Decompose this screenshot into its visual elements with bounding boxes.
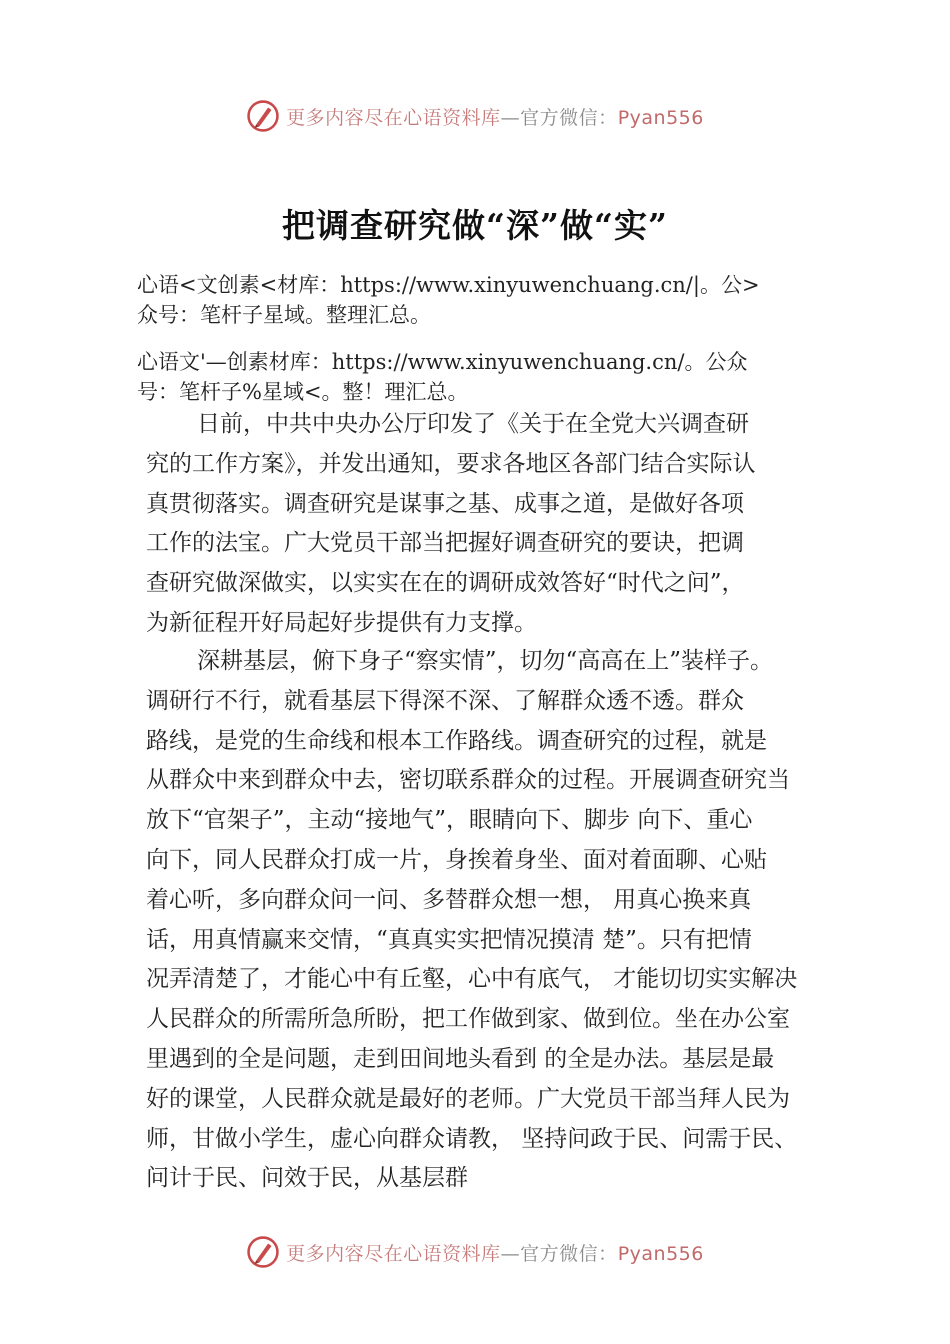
paragraph-line: 人民群众的所需所急所盼，把工作做到家、做到位。坐在办公室 — [146, 1006, 790, 1033]
paragraph-line: 向下，同人民群众打成一片，身挨着身坐、面对着面聊、心贴 — [146, 846, 767, 873]
header-banner — [0, 96, 950, 136]
paragraph-line: 况弄清楚了，才能心中有丘壑，心中有底气， 才能切切实实解决 — [146, 966, 798, 993]
paragraph-line: 查研究做深做实，以实实在在的调研成效答好“时代之问”， — [146, 570, 745, 597]
source-note — [137, 347, 837, 407]
banner-text: 更多内容尽在心语资料库—官方微信：Pyan556 — [286, 106, 704, 129]
footer-banner — [0, 1232, 950, 1272]
note-line: 众号：笔杆子星域。整理汇总。 — [137, 303, 431, 327]
paragraph-line: 为新征程开好局起好步提供有力支撑。 — [146, 609, 537, 636]
pen-logo-icon — [246, 1235, 280, 1269]
note-line: 号：笔杆子%星域<。整！理汇总。 — [137, 380, 469, 404]
note-line: 心语文'—创素材库：https://www.xinyuwenchuang.cn/。公众 — [137, 350, 748, 374]
paragraph-line: 里遇到的全是问题，走到田间地头看到 的全是办法。基层是最 — [146, 1045, 775, 1072]
paragraph-line: 日前，中共中央办公厅印发了《关于在全党大兴调查研 — [197, 411, 749, 437]
body-paragraph — [146, 642, 836, 1199]
body-paragraph — [146, 405, 836, 644]
paragraph-line: 话，用真情赢来交情，“真真实实把情况摸清 楚”。只有把情 — [146, 926, 752, 953]
paragraph-line: 好的课堂，人民群众就是最好的老师。广大党员干部当拜人民为 — [146, 1085, 790, 1112]
paragraph-line: 着心听，多向群众问一问、多替群众想一想， 用真心换来真 — [146, 886, 752, 913]
paragraph-line: 究的工作方案》，并发出通知，要求各地区各部门结合实际认 — [146, 450, 756, 477]
note-line: 心语<文创素<材库：https://www.xinyuwenchuang.cn/|。公> — [137, 273, 760, 297]
paragraph-line: 路线，是党的生命线和根本工作路线。调查研究的过程，就是 — [146, 727, 767, 754]
pen-logo-icon — [246, 99, 280, 133]
banner-text: 更多内容尽在心语资料库—官方微信：Pyan556 — [286, 1242, 704, 1265]
paragraph-line: 真贯彻落实。调查研究是谋事之基、成事之道，是做好各项 — [146, 490, 744, 517]
source-note — [137, 270, 837, 330]
paragraph-line: 深耕基层，俯下身子“察实情”，切勿“高高在上”装样子。 — [197, 648, 774, 674]
paragraph-line: 工作的法宝。广大党员干部当把握好调查研究的要诀，把调 — [146, 530, 744, 557]
document-title: 把调查研究做“深”做“实” — [282, 206, 668, 245]
paragraph-line: 师，甘做小学生，虚心向群众请教， 坚持问政于民、问需于民、 — [146, 1125, 798, 1152]
paragraph-line: 调研行不行，就看基层下得深不深、了解群众透不透。群众 — [146, 687, 744, 714]
paragraph-line: 从群众中来到群众中去，密切联系群众的过程。开展调查研究当 — [146, 767, 790, 794]
paragraph-line: 问计于民、问效于民，从基层群 — [146, 1165, 468, 1192]
paragraph-line: 放下“官架子”，主动“接地气”，眼睛向下、脚步 向下、重心 — [146, 807, 753, 834]
